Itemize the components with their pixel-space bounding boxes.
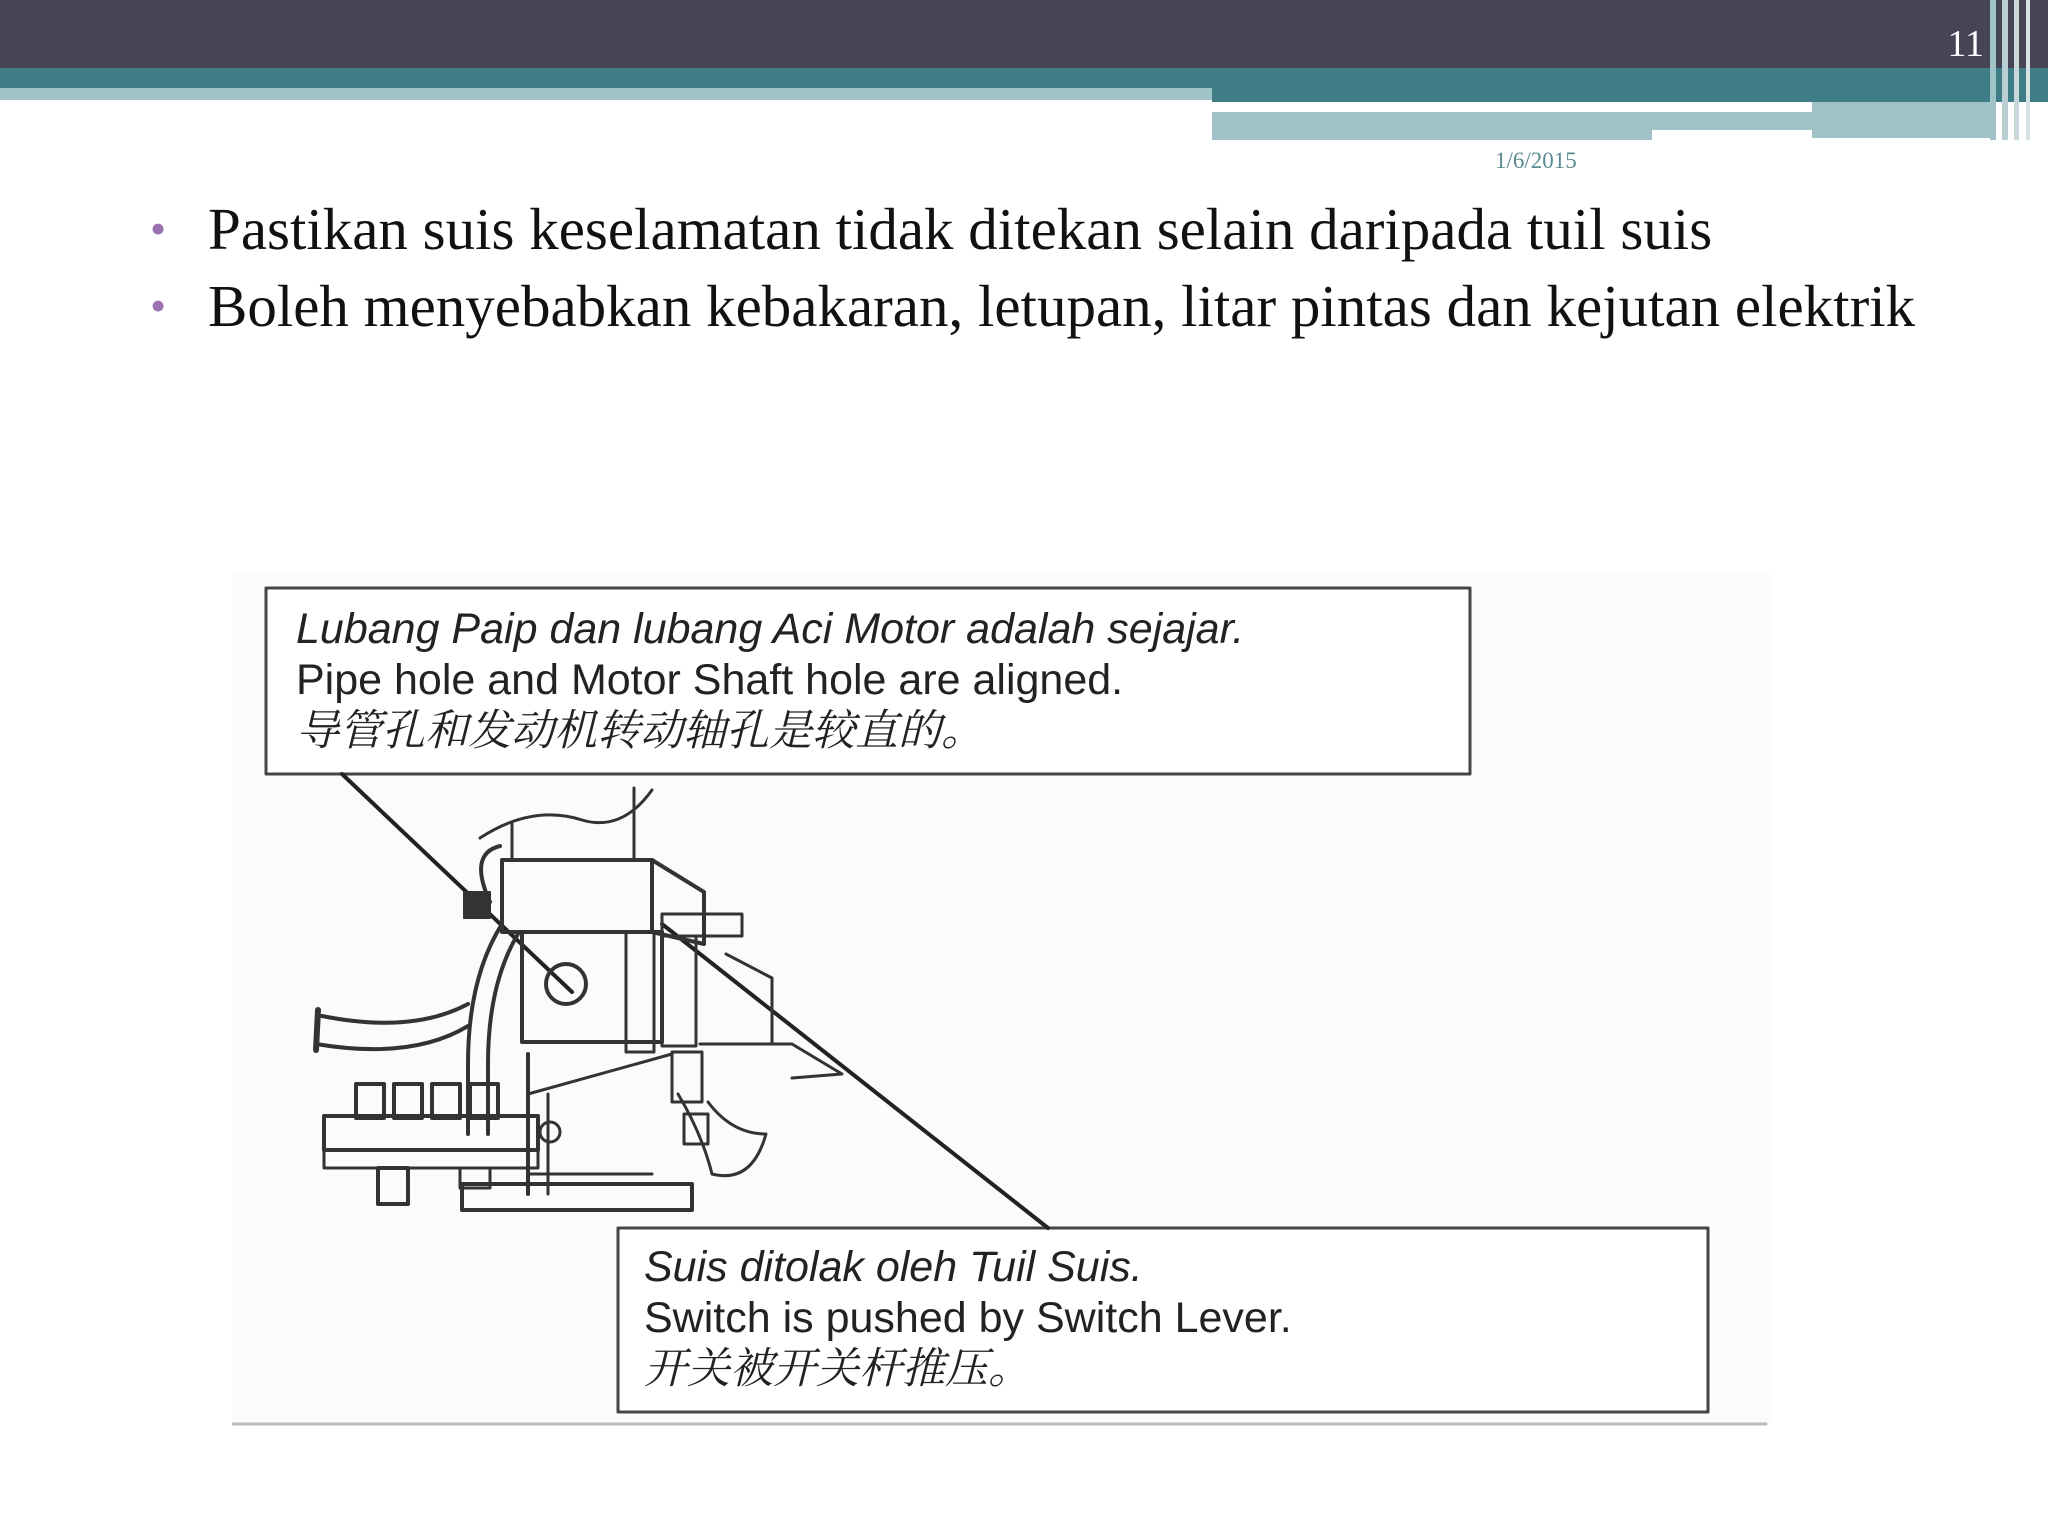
header-stripe-3 xyxy=(2014,0,2019,140)
callout-top-line-zh: 导管孔和发动机转动轴孔是较直的。 xyxy=(296,707,984,755)
bullet-dot-icon: • xyxy=(150,280,167,331)
callout-bottom-line-ms: Suis ditolak oleh Tuil Suis. xyxy=(644,1243,1143,1291)
header-teal-band xyxy=(0,68,2048,88)
bullet-list xyxy=(150,196,1930,350)
callout-top-line-ms: Lubang Paip dan lubang Aci Motor adalah sejajar. xyxy=(296,605,1245,653)
header-teal-band-right xyxy=(1212,88,2048,102)
header-stripe-4 xyxy=(2026,0,2030,140)
mechanism-figure xyxy=(232,574,1772,1434)
header-light-band-left xyxy=(0,88,1212,100)
bullet-text: Pastikan suis keselamatan tidak ditekan selain daripada tuil suis xyxy=(208,196,1713,262)
bullet-item xyxy=(150,273,1930,339)
header-stripe-1 xyxy=(1990,0,1996,140)
callout-bottom-text xyxy=(644,1242,1292,1395)
header-white-strip xyxy=(1212,102,1808,110)
header-dark-band xyxy=(0,0,2048,68)
callout-top-text xyxy=(296,604,1244,757)
header-light-band-tail xyxy=(1652,112,1812,130)
slide-header xyxy=(0,0,2048,140)
bullet-text: Boleh menyebabkan kebakaran, letupan, litar pintas dan kejutan elektrik xyxy=(208,273,1916,339)
header-light-band-right xyxy=(1212,112,1652,140)
header-stripe-2 xyxy=(2002,0,2008,140)
bullet-item xyxy=(150,196,1930,262)
slide-date: 1/6/2015 xyxy=(1495,148,1577,173)
header-light-band-end xyxy=(1812,102,1996,138)
header-bars xyxy=(0,0,2048,140)
bullet-dot-icon: • xyxy=(150,203,167,254)
callout-bottom-line-zh: 开关被开关杆推压。 xyxy=(644,1345,1031,1393)
callout-bottom-line-en: Switch is pushed by Switch Lever. xyxy=(644,1294,1292,1342)
slide-number: 11 xyxy=(1947,23,1984,65)
callout-top-line-en: Pipe hole and Motor Shaft hole are aligned. xyxy=(296,656,1124,704)
